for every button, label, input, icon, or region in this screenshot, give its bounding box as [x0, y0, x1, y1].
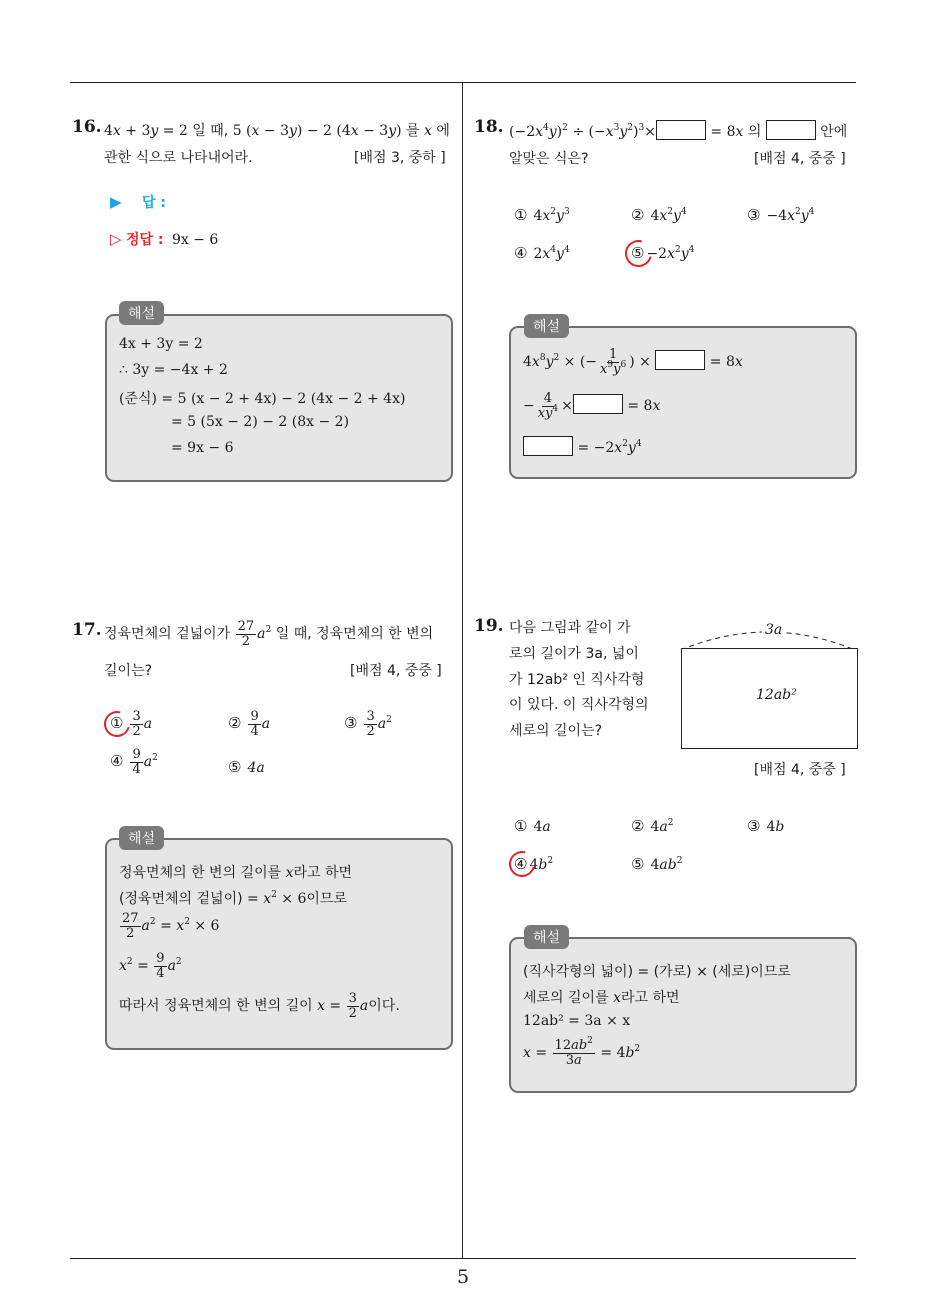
question-number: 17.: [72, 620, 102, 640]
score-meta: [배점 4, 중중 ]: [350, 663, 442, 679]
choice-5[interactable]: ⑤ $4ab^2$: [631, 855, 683, 873]
page-number: 5: [456, 1266, 470, 1288]
choice-1[interactable]: ① $4x^2y^3$: [514, 206, 570, 224]
solution-line: − $\frac{4}{xy^4}$ × = 8x: [523, 391, 661, 421]
solution-line: x = $\frac{12ab^2}{3a}$ = $4b^2$: [523, 1036, 641, 1068]
solution-line: 정육면체의 한 변의 길이를 x라고 하면: [119, 865, 353, 881]
solution-tag: 해설: [119, 826, 164, 850]
question-stem-line: 가 12ab² 인 직사각형: [509, 672, 645, 688]
solution-tag: 해설: [524, 925, 569, 949]
choice-5[interactable]: ⑤ 4a: [228, 758, 265, 776]
choice-3[interactable]: ③ $\frac{3}{2}$ $a^2$: [344, 709, 392, 739]
correct-answer-label: 정답 :: [126, 232, 164, 248]
question-stem-line2: 관한 식으로 나타내어라.: [104, 150, 253, 166]
choice-4[interactable]: ④ $2x^4y^4$: [514, 244, 570, 262]
solution-line: 4x + 3y = 2: [119, 336, 203, 352]
question-number: 16.: [72, 117, 102, 137]
rectangle-figure: [681, 648, 858, 749]
correct-answer-row: [110, 229, 218, 249]
solution-box: [509, 326, 857, 479]
solution-box: [509, 937, 857, 1093]
blank-box: [655, 350, 705, 370]
choice-1[interactable]: ① 4a: [514, 817, 551, 835]
selected-answer-mark: [620, 235, 657, 272]
solution-line: $\frac{27}{2}$ $a^2 = x^2 \times 6$: [122, 911, 220, 941]
choice-3[interactable]: ③ 4b: [747, 817, 785, 835]
choice-3[interactable]: ③ $-4x^2y^4$: [747, 206, 815, 224]
solution-tag: 해설: [119, 301, 164, 325]
question-stem-line2: 알맞은 식은?: [509, 151, 589, 167]
column-divider: [462, 83, 463, 1258]
question-stem-line: 세로의 길이는?: [509, 723, 603, 739]
play-triangle-icon: ▶: [110, 193, 122, 211]
choice-2[interactable]: ② $4a^2$: [631, 817, 674, 835]
score-meta: [배점 4, 중중 ]: [754, 762, 846, 778]
solution-box: [105, 314, 453, 482]
blank-box: [523, 436, 573, 456]
blank-box: [573, 394, 623, 414]
area-label: 12ab²: [756, 687, 797, 703]
selected-answer-mark: [504, 846, 540, 882]
question-stem-line1: 4x + 3y = 2 일 때, 5 (x − 3y) − 2 (4x − 3y) 를 x 에: [104, 123, 450, 139]
solution-line: $4x^8y^2$ × (− $\frac{1}{x^9y^6}$ ) × = 8x: [523, 347, 743, 377]
score-meta: [배점 4, 중중 ]: [754, 151, 846, 167]
question-stem-line1: 정육면체의 겉넓이가 $\frac{27}{2}$ $a^2$ 일 때, 정육면체의 한 변의: [104, 619, 434, 649]
solution-box: [105, 838, 453, 1050]
question-number: 18.: [474, 117, 504, 137]
question-number: 19.: [474, 616, 504, 636]
question-stem-line2: 길이는?: [104, 663, 153, 679]
blank-box: [656, 120, 706, 140]
correct-answer-value: 9x − 6: [171, 232, 219, 248]
score-meta: [배점 3, 중하 ]: [354, 150, 446, 166]
answer-row: [110, 192, 166, 212]
solution-line: ∴ 3y = −4x + 2: [119, 362, 228, 378]
top-rule: [70, 82, 856, 83]
blank-box: [766, 120, 816, 140]
question-stem-line: 로의 길이가 3a, 넓이: [509, 646, 639, 662]
solution-line: $x^2$ = $\frac{9}{4}$ $a^2$: [119, 951, 182, 981]
solution-line: 따라서 정육면체의 한 변의 길이 x = $\frac{3}{2}$ a이다.: [119, 991, 400, 1021]
bottom-rule: [70, 1258, 856, 1259]
solution-line: (직사각형의 넓이) = (가로) × (세로)이므로: [523, 964, 791, 980]
choice-5[interactable]: ⑤ $-2x^2y^4$: [631, 244, 695, 262]
solution-line: 세로의 길이를 x라고 하면: [523, 990, 680, 1006]
solution-line: (준식) = 5 (x − 2 + 4x) − 2 (4x − 2 + 4x): [119, 391, 406, 407]
choice-4[interactable]: ④ $4b^2$: [514, 855, 554, 873]
outline-triangle-icon: ▷: [110, 230, 122, 248]
choice-2[interactable]: ② $\frac{9}{4}$ a: [228, 709, 271, 739]
question-stem-line: 이 있다. 이 직사각형의: [509, 697, 649, 713]
solution-line: 12ab² = 3a × x: [523, 1013, 631, 1029]
choice-4[interactable]: ④ $\frac{9}{4}$ $a^2$: [110, 747, 158, 777]
width-label: 3a: [762, 622, 785, 638]
question-stem-line: 다음 그림과 같이 가: [509, 620, 631, 636]
choice-2[interactable]: ② $4x^2y^4$: [631, 206, 687, 224]
solution-line: (정육면체의 겉넓이) = $x^2 \times 6$이므로: [119, 890, 347, 907]
solution-line: = $-2x^2y^4$: [523, 436, 642, 456]
solution-line: = 5 (5x − 2) − 2 (8x − 2): [171, 414, 350, 430]
solution-tag: 해설: [524, 314, 569, 338]
question-stem-line1: $(-2x^4y)^2 \div (-x^3y^2)^3\times = 8x$ 의 안에: [509, 120, 847, 141]
solution-line: = 9x − 6: [171, 440, 234, 456]
choice-1[interactable]: ① $\frac{3}{2}$ a: [110, 709, 153, 739]
answer-label: 답 :: [142, 195, 166, 211]
